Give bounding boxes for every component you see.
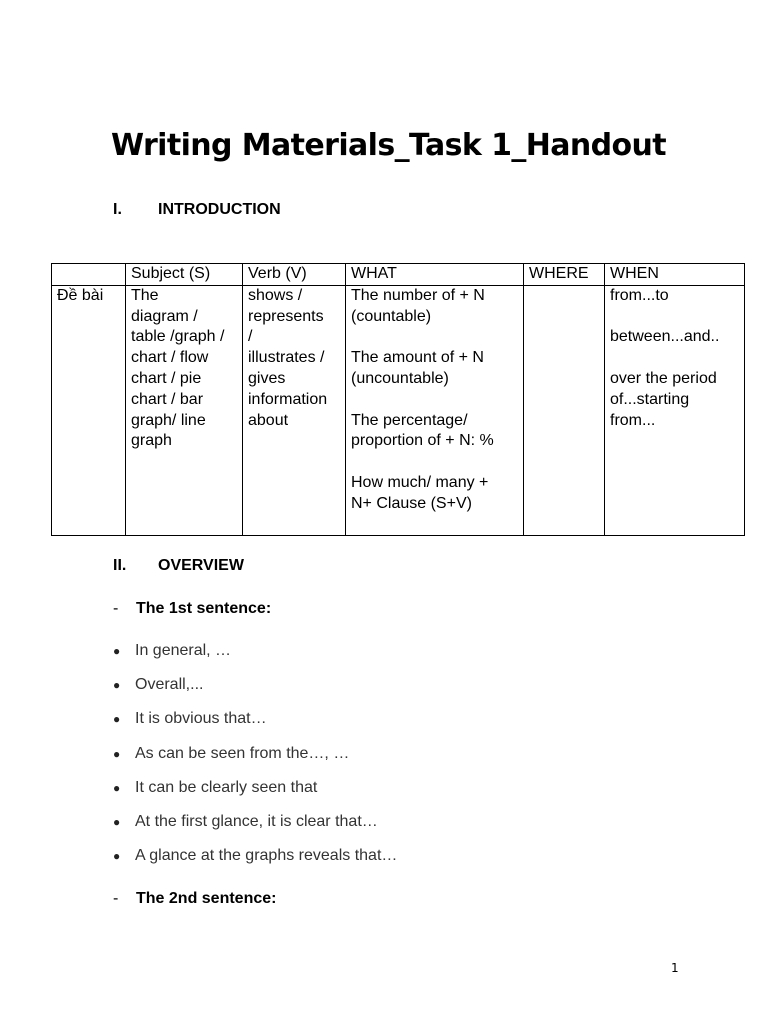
cell-line: The amount of + N <box>351 349 484 367</box>
second-sentence-text: The 2nd sentence: <box>136 890 277 907</box>
bullet-icon: ● <box>113 678 121 693</box>
table-header-row <box>52 264 745 286</box>
first-sentence-text: The 1st sentence: <box>136 600 272 617</box>
list-item <box>113 675 397 709</box>
when-cell <box>605 285 745 535</box>
section-introduction-heading <box>113 201 281 219</box>
cell-line: chart / pie <box>131 369 202 387</box>
list-item-text: At the first glance, it is clear that… <box>135 812 378 830</box>
cell-line: The <box>131 286 159 304</box>
list-item <box>113 709 397 743</box>
cell-line: of...starting <box>610 390 690 408</box>
table-header-cell <box>52 264 126 286</box>
cell-line: (uncountable) <box>351 369 449 387</box>
dash-marker: - <box>113 890 119 907</box>
page-number: 1 <box>671 961 679 975</box>
cell-line: / <box>248 328 253 346</box>
table-header-cell: Verb (V) <box>243 264 346 286</box>
cell-line: gives <box>248 369 286 387</box>
cell-line: information <box>248 390 328 408</box>
cell-line: chart / bar <box>131 390 204 408</box>
bullet-icon: ● <box>113 746 121 761</box>
list-item-text: In general, … <box>135 642 232 659</box>
cell-line: from...to <box>610 286 669 304</box>
bullet-icon: ● <box>113 712 121 727</box>
list-item-text: A glance at the graphs reveals that… <box>135 847 398 865</box>
cell-line: illustrates / <box>248 349 325 367</box>
second-sentence-label <box>113 890 276 908</box>
bullet-icon: ● <box>113 814 121 829</box>
cell-line: N+ Clause (S+V) <box>351 494 472 512</box>
cell-line: between...and.. <box>610 328 720 346</box>
cell-line: (countable) <box>351 307 432 325</box>
section-number: I. <box>113 201 122 218</box>
cell-line: table /graph / <box>131 328 225 346</box>
section-overview-heading <box>113 557 244 575</box>
list-item-text: It is obvious that… <box>135 710 267 728</box>
section-title: INTRODUCTION <box>158 201 281 218</box>
cell-line: shows / <box>248 286 303 304</box>
cell-line: The percentage/ <box>351 411 468 429</box>
dash-marker: - <box>113 600 119 617</box>
list-item <box>113 846 397 880</box>
cell-line: about <box>248 411 289 429</box>
table-row <box>52 285 745 535</box>
list-item <box>113 744 397 778</box>
list-item <box>113 641 397 675</box>
introduction-table <box>51 263 745 536</box>
row-label-cell <box>52 285 126 535</box>
table-header-cell: Subject (S) <box>126 264 243 286</box>
section-number: II. <box>113 557 127 574</box>
cell-line: from... <box>610 411 656 429</box>
bullet-icon: ● <box>113 780 121 795</box>
table-header-cell: WHAT <box>346 264 524 286</box>
cell-line: represents <box>248 307 324 325</box>
what-cell <box>346 285 524 535</box>
cell-line: diagram / <box>131 307 198 325</box>
list-item-text: Overall,... <box>135 676 204 694</box>
table-header-cell: WHEN <box>605 264 745 286</box>
bullet-icon: ● <box>113 644 121 658</box>
section-title: OVERVIEW <box>158 557 244 574</box>
list-item <box>113 778 397 812</box>
first-sentence-label <box>113 600 271 618</box>
document-title: Writing Materials_Task 1_Handout <box>111 128 667 163</box>
overview-phrase-list <box>113 641 397 880</box>
list-item <box>113 812 397 846</box>
where-cell <box>524 285 605 535</box>
list-item-text: It can be clearly seen that <box>135 778 318 796</box>
subject-cell <box>126 285 243 535</box>
cell-line: chart / flow <box>131 349 209 367</box>
cell-line: How much/ many + <box>351 473 489 491</box>
table-header-cell: WHERE <box>524 264 605 286</box>
cell-line: graph <box>131 432 172 450</box>
list-item-text: As can be seen from the…, … <box>135 744 350 762</box>
cell-line: over the period <box>610 369 717 387</box>
cell-line: proportion of + N: % <box>351 432 494 450</box>
cell-line: The number of + N <box>351 286 485 304</box>
cell-line: graph/ line <box>131 411 206 429</box>
bullet-icon: ● <box>113 849 121 864</box>
row-label: Đề bài <box>57 286 104 304</box>
verb-cell <box>243 285 346 535</box>
